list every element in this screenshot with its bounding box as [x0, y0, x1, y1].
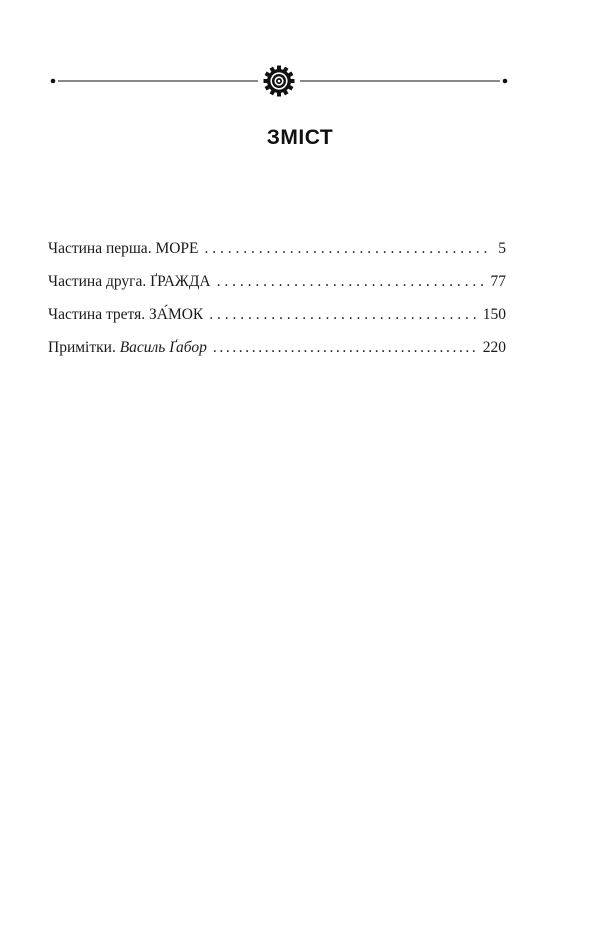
table-of-contents [48, 239, 506, 371]
toc-notes-author: Василь Ґабор [119, 339, 207, 356]
ornament-right-dot [503, 79, 508, 84]
gear-medallion-icon [264, 66, 295, 97]
toc-entry-part-three[interactable] [48, 305, 506, 325]
toc-notes-label: Примітки. [48, 339, 116, 356]
toc-entry-page: 5 [498, 240, 506, 257]
toc-dot-leader [205, 239, 493, 259]
toc-entry-page: 150 [482, 306, 506, 323]
toc-dot-leader [209, 305, 476, 325]
page-title: ЗМІСТ [266, 126, 334, 149]
ornament-left-dot [51, 79, 56, 84]
header-ornament [50, 64, 508, 98]
toc-entry-notes[interactable] [48, 338, 506, 358]
toc-entry-label: Частина друга. ҐРАЖДА [48, 273, 211, 290]
toc-dot-leader [213, 338, 477, 358]
toc-entry-label: Частина перша. МОРЕ [48, 240, 199, 257]
toc-dot-leader [217, 272, 485, 292]
toc-entry-label: Частина третя. ЗА́МОК [48, 306, 204, 323]
toc-entry-page: 220 [482, 339, 506, 356]
toc-entry-page: 77 [490, 273, 506, 290]
toc-entry-label [48, 338, 213, 358]
toc-entry-part-two[interactable] [48, 272, 506, 292]
toc-entry-part-one[interactable] [48, 239, 506, 259]
